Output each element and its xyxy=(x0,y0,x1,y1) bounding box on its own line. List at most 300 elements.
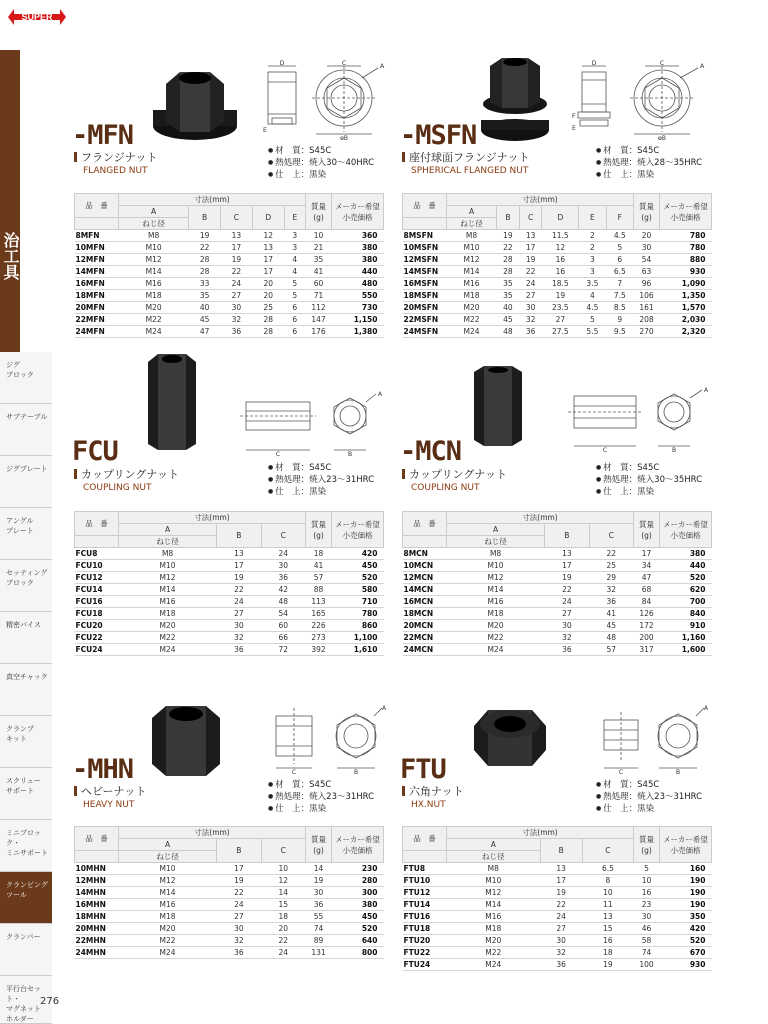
table-row xyxy=(403,266,712,278)
table-cell: M24 xyxy=(447,959,541,971)
fcu-drawing xyxy=(240,388,390,458)
sidebar-item[interactable]: ミニブロック・ ミニサポート xyxy=(0,820,52,872)
table-cell: 20 xyxy=(261,923,305,935)
table-cell: 48 xyxy=(497,326,520,338)
col-mass: 質量 (g) xyxy=(634,194,660,230)
table-cell: 9 xyxy=(606,314,633,326)
col-dim: B xyxy=(497,206,520,230)
table-row xyxy=(75,560,384,572)
table-cell: FTU16 xyxy=(403,911,447,923)
sidebar-item[interactable]: 真空チャック xyxy=(0,664,52,716)
table-cell: 28 xyxy=(189,254,221,266)
col-dims: 寸法(mm) xyxy=(119,512,306,524)
col-dims: 寸法(mm) xyxy=(119,194,306,206)
table-cell: 112 xyxy=(306,302,332,314)
msfn-photo xyxy=(478,54,552,142)
table-cell: 30 xyxy=(519,302,542,314)
table-cell: M22 xyxy=(119,935,217,947)
col-price: メーカー希望 小売価格 xyxy=(332,512,384,548)
table-cell: 32 xyxy=(519,314,542,326)
col-price: メーカー希望 小売価格 xyxy=(332,827,384,863)
table-row xyxy=(403,596,712,608)
table-cell: 66 xyxy=(261,632,305,644)
table-row xyxy=(403,620,712,632)
table-cell: M20 xyxy=(119,923,217,935)
dim-label-b: B xyxy=(671,447,677,454)
table-cell: 176 xyxy=(306,326,332,338)
table-cell: 27 xyxy=(542,314,579,326)
table-cell: 392 xyxy=(306,644,332,656)
spec-list-fcu: ● 材 質：S45C ● 熱処理：焼入23～31HRC ● 仕 上：黒染 xyxy=(268,462,374,498)
dim-label-a: A xyxy=(700,63,705,70)
table-cell: M24 xyxy=(119,644,217,656)
table-row xyxy=(403,230,712,242)
dim-label-c: C xyxy=(659,60,665,67)
table-cell: M24 xyxy=(119,326,189,338)
table-cell: 30 xyxy=(221,302,253,314)
table-cell: 36 xyxy=(306,899,332,911)
table-cell: 480 xyxy=(332,278,384,290)
sidebar-item[interactable]: セッティング ブロック xyxy=(0,560,52,612)
table-cell: 8MSFN xyxy=(403,230,447,242)
table-cell: 2,320 xyxy=(660,326,712,338)
table-cell: 1,600 xyxy=(660,644,712,656)
table-cell: 190 xyxy=(660,875,712,887)
table-cell: M22 xyxy=(447,314,497,326)
table-cell: 780 xyxy=(332,608,384,620)
product-name-jp-mcn: カップリングナット xyxy=(402,468,507,481)
table-cell: M12 xyxy=(119,875,217,887)
table-row xyxy=(75,644,384,656)
col-neji: ねじ径 xyxy=(447,536,545,548)
sidebar-item[interactable]: ジグ ブロック xyxy=(0,352,52,404)
table-cell: 24MSFN xyxy=(403,326,447,338)
col-hinban-spacer xyxy=(75,218,119,230)
table-cell: 45 xyxy=(189,314,221,326)
table-cell: 380 xyxy=(660,548,712,560)
table-row xyxy=(403,548,712,560)
table-cell: 12 xyxy=(261,875,305,887)
table-cell: 700 xyxy=(660,596,712,608)
table-cell: 3.5 xyxy=(579,278,606,290)
table-cell: 172 xyxy=(634,620,660,632)
table-row xyxy=(75,632,384,644)
sidebar-item[interactable]: アングル プレート xyxy=(0,508,52,560)
table-row xyxy=(75,620,384,632)
table-cell: FCU20 xyxy=(75,620,119,632)
table-row xyxy=(403,875,712,887)
table-cell: 16MCN xyxy=(403,596,447,608)
table-cell: 22MSFN xyxy=(403,314,447,326)
table-cell: 350 xyxy=(660,911,712,923)
table-cell: 730 xyxy=(332,302,384,314)
ftu-drawing xyxy=(596,702,714,774)
table-cell: 930 xyxy=(660,266,712,278)
table-cell: 380 xyxy=(332,899,384,911)
table-cell: 16 xyxy=(542,266,579,278)
table-cell: 13 xyxy=(540,863,582,875)
table-cell: M14 xyxy=(119,887,217,899)
table-cell: 520 xyxy=(332,572,384,584)
col-mass: 質量 (g) xyxy=(306,827,332,863)
table-row xyxy=(75,947,384,959)
table-cell: 10MSFN xyxy=(403,242,447,254)
table-cell: FCU8 xyxy=(75,548,119,560)
table-cell: FTU20 xyxy=(403,935,447,947)
spec-table-msfn xyxy=(402,193,712,338)
table-cell: 10MHN xyxy=(75,863,119,875)
spec-table-mfn xyxy=(74,193,384,338)
table-cell: 780 xyxy=(660,230,712,242)
table-cell: 17 xyxy=(519,242,542,254)
col-a: A xyxy=(447,839,541,851)
table-cell: 10 xyxy=(261,863,305,875)
table-row xyxy=(403,947,712,959)
table-cell: M24 xyxy=(447,326,497,338)
table-cell: 17 xyxy=(217,863,261,875)
col-a: A xyxy=(119,206,189,218)
product-code-ftu: FTU xyxy=(400,754,446,785)
table-cell: 27 xyxy=(217,608,261,620)
table-cell: M18 xyxy=(119,290,189,302)
table-cell: 208 xyxy=(634,314,660,326)
product-name-jp-fcu: カップリングナット xyxy=(74,468,179,481)
table-cell: M8 xyxy=(447,863,541,875)
table-cell: 30 xyxy=(306,887,332,899)
table-cell: FTU8 xyxy=(403,863,447,875)
table-cell: 710 xyxy=(332,596,384,608)
spec-list-mcn: ● 材 質：S45C ● 熱処理：焼入30～35HRC ● 仕 上：黒染 xyxy=(596,462,702,498)
table-cell: 1,100 xyxy=(332,632,384,644)
table-cell: 930 xyxy=(660,959,712,971)
table-cell: 36 xyxy=(217,644,261,656)
table-cell: 11.5 xyxy=(542,230,579,242)
table-row xyxy=(403,302,712,314)
product-name-en-mfn: FLANGED NUT xyxy=(83,166,148,176)
table-cell: 41 xyxy=(306,560,332,572)
table-cell: 24MHN xyxy=(75,947,119,959)
table-row xyxy=(403,254,712,266)
table-cell: 24 xyxy=(217,596,261,608)
table-cell: 36 xyxy=(221,326,253,338)
table-cell: 7.5 xyxy=(606,290,633,302)
table-cell: 22 xyxy=(540,899,582,911)
table-row xyxy=(75,572,384,584)
dim-label-c: C xyxy=(602,447,608,454)
table-cell: 22 xyxy=(545,584,589,596)
table-cell: M12 xyxy=(447,572,545,584)
table-cell: M20 xyxy=(447,935,541,947)
table-cell: 113 xyxy=(306,596,332,608)
table-cell: 27 xyxy=(545,608,589,620)
dim-label-b: B xyxy=(353,769,359,774)
table-cell: 15 xyxy=(261,899,305,911)
table-cell: 126 xyxy=(634,608,660,620)
table-row xyxy=(403,314,712,326)
sidebar-item[interactable]: クランプ キット xyxy=(0,716,52,768)
table-cell: M20 xyxy=(119,302,189,314)
table-cell: 5.5 xyxy=(579,326,606,338)
table-cell: 2 xyxy=(579,242,606,254)
dim-label-c: C xyxy=(341,60,347,67)
col-price: メーカー希望 小売価格 xyxy=(332,194,384,230)
col-neji: ねじ径 xyxy=(447,218,497,230)
table-cell: 14 xyxy=(306,863,332,875)
table-cell: 14MSFN xyxy=(403,266,447,278)
table-cell: 14MHN xyxy=(75,887,119,899)
table-cell: 48 xyxy=(589,632,633,644)
table-cell: 8.5 xyxy=(606,302,633,314)
table-cell: 4 xyxy=(579,290,606,302)
table-cell: 12MHN xyxy=(75,875,119,887)
table-cell: 24 xyxy=(261,947,305,959)
table-cell: 15 xyxy=(582,923,633,935)
table-cell: M16 xyxy=(119,899,217,911)
table-row xyxy=(403,863,712,875)
table-cell: 24 xyxy=(217,899,261,911)
col-neji: ねじ径 xyxy=(447,851,541,863)
table-cell: 17 xyxy=(252,254,284,266)
table-cell: 3 xyxy=(284,242,305,254)
col-hinban-spacer xyxy=(403,851,447,863)
table-cell: 30 xyxy=(634,242,660,254)
table-cell: 226 xyxy=(306,620,332,632)
table-cell: 13 xyxy=(217,548,261,560)
table-cell: M20 xyxy=(119,620,217,632)
table-cell: 63 xyxy=(634,266,660,278)
col-price: メーカー希望 小売価格 xyxy=(660,827,712,863)
table-cell: 19 xyxy=(519,254,542,266)
table-cell: 4.5 xyxy=(579,302,606,314)
dim-label-a: A xyxy=(704,387,709,394)
product-code-mcn: -MCN xyxy=(400,436,462,467)
table-cell: 8MCN xyxy=(403,548,447,560)
col-hinban-spacer xyxy=(75,536,119,548)
table-cell: 30 xyxy=(540,935,582,947)
col-dim: B xyxy=(545,524,589,548)
dim-label-a: A xyxy=(378,391,383,398)
table-cell: 36 xyxy=(589,596,633,608)
table-cell: 88 xyxy=(306,584,332,596)
table-cell: 18MFN xyxy=(75,290,119,302)
col-price: メーカー希望 小売価格 xyxy=(660,512,712,548)
table-cell: 18.5 xyxy=(542,278,579,290)
table-row xyxy=(75,875,384,887)
table-cell: 32 xyxy=(589,584,633,596)
table-cell: 23 xyxy=(634,899,660,911)
table-cell: FTU24 xyxy=(403,959,447,971)
table-cell: 19 xyxy=(540,887,582,899)
table-cell: 910 xyxy=(660,620,712,632)
table-cell: 17 xyxy=(221,242,253,254)
table-cell: 6 xyxy=(284,326,305,338)
table-cell: 24 xyxy=(519,278,542,290)
table-cell: M8 xyxy=(447,548,545,560)
sidebar-item[interactable]: 精密バイス xyxy=(0,612,52,664)
col-dim: C xyxy=(582,839,633,863)
table-cell: 60 xyxy=(261,620,305,632)
table-cell: 48 xyxy=(261,596,305,608)
table-cell: M14 xyxy=(119,266,189,278)
table-cell: 27 xyxy=(540,923,582,935)
table-cell: 22MFN xyxy=(75,314,119,326)
sidebar-item[interactable]: スクリュー サポート xyxy=(0,768,52,820)
table-cell: M20 xyxy=(447,620,545,632)
product-code-fcu: FCU xyxy=(72,436,118,467)
table-cell: 1,090 xyxy=(660,278,712,290)
table-cell: 450 xyxy=(332,560,384,572)
table-row xyxy=(403,278,712,290)
col-dim: C xyxy=(589,524,633,548)
sidebar-item[interactable]: 平行台セット・ マグネット ホルダー xyxy=(0,976,52,1024)
table-cell: 106 xyxy=(634,290,660,302)
table-cell: FTU14 xyxy=(403,899,447,911)
table-cell: 1,150 xyxy=(332,314,384,326)
table-cell: 74 xyxy=(634,947,660,959)
table-cell: 12MFN xyxy=(75,254,119,266)
col-mass: 質量 (g) xyxy=(306,194,332,230)
msfn-drawing xyxy=(570,60,712,140)
table-cell: 36 xyxy=(519,326,542,338)
table-cell: 280 xyxy=(332,875,384,887)
table-cell: FTU10 xyxy=(403,875,447,887)
product-name-jp-mfn: フランジナット xyxy=(74,151,158,164)
table-cell: 4.5 xyxy=(606,230,633,242)
table-cell: 24 xyxy=(221,278,253,290)
table-cell: 5 xyxy=(579,314,606,326)
table-cell: 14 xyxy=(261,887,305,899)
col-dim: C xyxy=(221,206,253,230)
table-cell: FTU18 xyxy=(403,923,447,935)
table-cell: 10 xyxy=(306,230,332,242)
table-cell: 41 xyxy=(589,608,633,620)
table-row xyxy=(75,584,384,596)
table-cell: 550 xyxy=(332,290,384,302)
table-cell: M10 xyxy=(447,560,545,572)
table-cell: M18 xyxy=(447,608,545,620)
table-cell: 17 xyxy=(634,548,660,560)
col-hinban: 品 番 xyxy=(403,194,447,218)
spec-table-ftu xyxy=(402,826,712,971)
table-cell: 4 xyxy=(284,266,305,278)
col-dim: B xyxy=(217,839,261,863)
table-cell: 22MHN xyxy=(75,935,119,947)
table-cell: 35 xyxy=(306,254,332,266)
table-cell: 2 xyxy=(579,230,606,242)
table-cell: 17 xyxy=(540,875,582,887)
page-number: 276 xyxy=(40,996,60,1007)
table-cell: FCU24 xyxy=(75,644,119,656)
table-cell: 440 xyxy=(332,266,384,278)
table-cell: M8 xyxy=(119,548,217,560)
table-cell: 22 xyxy=(519,266,542,278)
table-cell: 41 xyxy=(306,266,332,278)
table-cell: FTU12 xyxy=(403,887,447,899)
product-name-en-fcu: COUPLING NUT xyxy=(83,483,152,493)
table-cell: 16 xyxy=(634,887,660,899)
table-cell: 27.5 xyxy=(542,326,579,338)
table-row xyxy=(403,911,712,923)
table-cell: M10 xyxy=(447,242,497,254)
col-dim: B xyxy=(540,839,582,863)
table-cell: M16 xyxy=(119,596,217,608)
table-row xyxy=(75,314,384,326)
table-cell: 55 xyxy=(306,911,332,923)
col-mass: 質量 (g) xyxy=(634,512,660,548)
table-cell: FCU14 xyxy=(75,584,119,596)
dim-label-a: A xyxy=(382,705,387,712)
table-cell: 22 xyxy=(217,887,261,899)
table-cell: 20MFN xyxy=(75,302,119,314)
sidebar-item[interactable]: サブテーブル xyxy=(0,404,52,456)
table-cell: 14MCN xyxy=(403,584,447,596)
table-cell: 54 xyxy=(261,608,305,620)
table-cell: M16 xyxy=(447,911,541,923)
table-cell: M10 xyxy=(119,560,217,572)
table-cell: M12 xyxy=(119,572,217,584)
table-cell: M22 xyxy=(119,632,217,644)
table-row xyxy=(403,572,712,584)
table-cell: 16MFN xyxy=(75,278,119,290)
table-cell: M10 xyxy=(119,242,189,254)
mhn-drawing xyxy=(268,702,392,774)
table-cell: 3 xyxy=(579,254,606,266)
product-name-en-msfn: SPHERICAL FLANGED NUT xyxy=(411,166,529,176)
col-a: A xyxy=(447,206,497,218)
product-name-en-mcn: COUPLING NUT xyxy=(411,483,480,493)
table-cell: 1,160 xyxy=(660,632,712,644)
table-cell: 71 xyxy=(306,290,332,302)
sidebar-item[interactable]: ジグプレート xyxy=(0,456,52,508)
col-dim: C xyxy=(519,206,542,230)
table-cell: FTU22 xyxy=(403,947,447,959)
table-cell: 18MCN xyxy=(403,608,447,620)
sidebar-item[interactable]: クランピング ツール xyxy=(0,872,52,924)
table-cell: 28 xyxy=(189,266,221,278)
col-a: A xyxy=(119,524,217,536)
col-dims: 寸法(mm) xyxy=(119,827,306,839)
table-row xyxy=(403,644,712,656)
table-cell: M24 xyxy=(447,644,545,656)
table-cell: 19 xyxy=(306,875,332,887)
col-neji: ねじ径 xyxy=(119,218,189,230)
table-cell: M12 xyxy=(447,887,541,899)
col-dim: B xyxy=(217,524,261,548)
table-cell: 30 xyxy=(545,620,589,632)
table-cell: 12MSFN xyxy=(403,254,447,266)
table-cell: 20MHN xyxy=(75,923,119,935)
table-cell: 19 xyxy=(542,290,579,302)
logo-text: SUPER xyxy=(21,12,53,22)
col-dim: E xyxy=(284,206,305,230)
table-row xyxy=(403,326,712,338)
dim-label-b: B xyxy=(347,451,353,458)
table-cell: 147 xyxy=(306,314,332,326)
dim-label-d: D xyxy=(279,60,285,67)
table-cell: 10MFN xyxy=(75,242,119,254)
dim-label-d: D xyxy=(591,60,597,67)
table-cell: 19 xyxy=(217,572,261,584)
col-dim: C xyxy=(261,839,305,863)
table-cell: 16 xyxy=(542,254,579,266)
table-cell: 32 xyxy=(217,632,261,644)
sidebar-item[interactable]: クランパー xyxy=(0,924,52,976)
product-name-en-ftu: HX.NUT xyxy=(411,800,446,810)
table-cell: 20 xyxy=(634,230,660,242)
table-cell: 16MHN xyxy=(75,899,119,911)
table-cell: 57 xyxy=(306,572,332,584)
table-cell: M16 xyxy=(447,278,497,290)
